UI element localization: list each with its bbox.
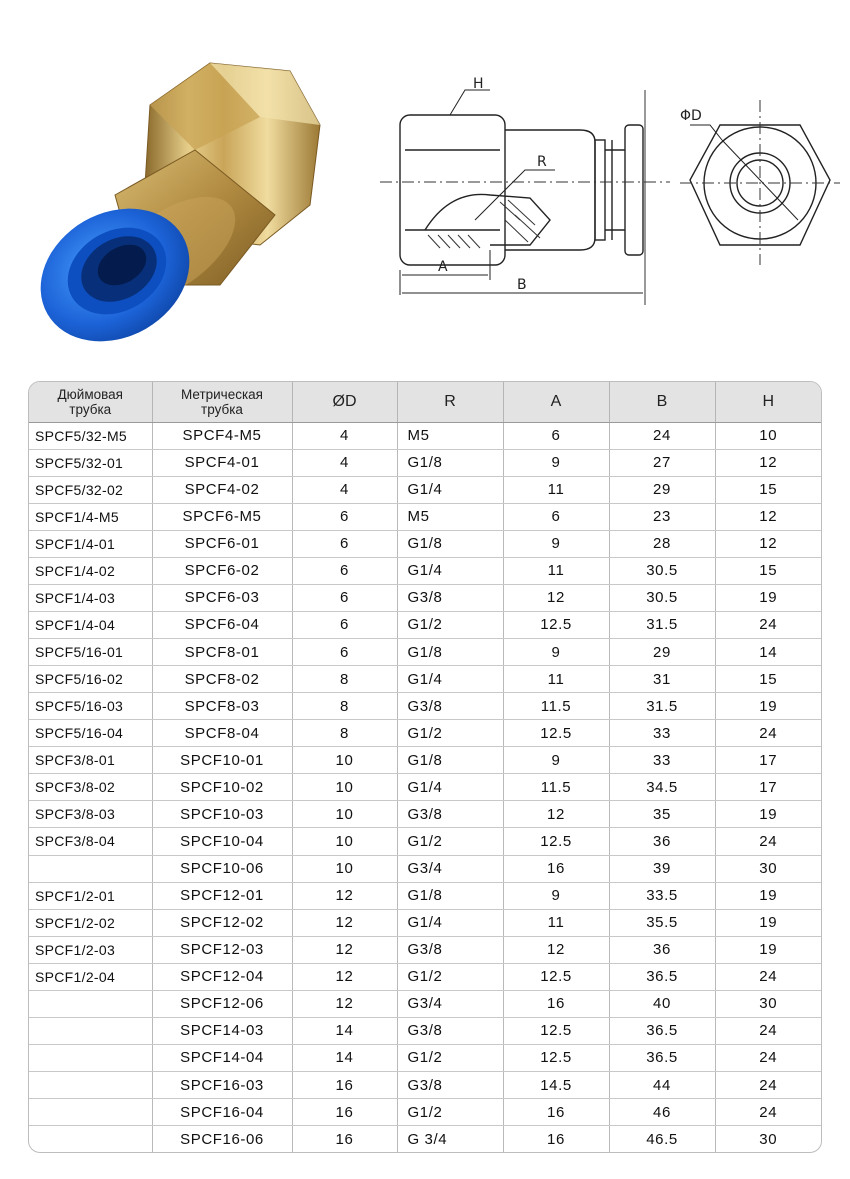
- cell-inch: SPCF1/4-M5: [29, 503, 152, 530]
- cell-h: 30: [715, 990, 821, 1017]
- cell-a: 11: [503, 666, 609, 693]
- cell-inch: SPCF1/4-04: [29, 611, 152, 638]
- cell-r: G1/2: [397, 963, 503, 990]
- cell-inch: [29, 1044, 152, 1071]
- cell-b: 28: [609, 530, 715, 557]
- table-row: [29, 666, 821, 693]
- cell-inch: SPCF5/32-M5: [29, 422, 152, 449]
- end-view-drawing: [680, 95, 840, 265]
- cell-d: 10: [292, 801, 397, 828]
- cell-b: 39: [609, 855, 715, 882]
- cell-inch: SPCF5/32-01: [29, 449, 152, 476]
- cell-metric: SPCF8-04: [152, 720, 292, 747]
- cell-metric: SPCF12-04: [152, 963, 292, 990]
- cell-b: 34.5: [609, 774, 715, 801]
- cell-inch: SPCF5/16-04: [29, 720, 152, 747]
- header-h: H: [715, 382, 821, 422]
- cell-b: 33: [609, 747, 715, 774]
- header-b: B: [609, 382, 715, 422]
- cell-metric: SPCF16-04: [152, 1099, 292, 1126]
- cell-h: 24: [715, 1044, 821, 1071]
- r-label: R: [537, 154, 547, 170]
- cell-a: 11: [503, 557, 609, 584]
- cell-metric: SPCF10-04: [152, 828, 292, 855]
- cell-a: 16: [503, 990, 609, 1017]
- header-row: [29, 382, 821, 422]
- cell-b: 36.5: [609, 1044, 715, 1071]
- cell-inch: [29, 990, 152, 1017]
- cell-metric: SPCF14-04: [152, 1044, 292, 1071]
- cell-metric: SPCF6-M5: [152, 503, 292, 530]
- cell-d: 16: [292, 1126, 397, 1152]
- cell-a: 12.5: [503, 963, 609, 990]
- table-row: [29, 476, 821, 503]
- cell-inch: SPCF3/8-02: [29, 774, 152, 801]
- cell-inch: [29, 1099, 152, 1126]
- table-row: [29, 449, 821, 476]
- cell-h: 19: [715, 801, 821, 828]
- cell-metric: SPCF6-01: [152, 530, 292, 557]
- cell-r: G1/8: [397, 639, 503, 666]
- cell-metric: SPCF14-03: [152, 1017, 292, 1044]
- header-a: A: [503, 382, 609, 422]
- header-inch: [29, 382, 152, 422]
- cell-r: G1/8: [397, 747, 503, 774]
- table-row: [29, 530, 821, 557]
- fitting-photo: [20, 45, 350, 355]
- cell-a: 12.5: [503, 1017, 609, 1044]
- cell-a: 12: [503, 584, 609, 611]
- cell-r: G3/4: [397, 855, 503, 882]
- b-label: B: [517, 277, 527, 293]
- header-metric-line1: Метрическая: [180, 386, 263, 402]
- cell-b: 36: [609, 828, 715, 855]
- cell-a: 12: [503, 801, 609, 828]
- cell-d: 8: [292, 666, 397, 693]
- cell-r: G3/8: [397, 584, 503, 611]
- cell-metric: SPCF8-02: [152, 666, 292, 693]
- a-label: A: [438, 259, 448, 275]
- cell-metric: SPCF10-02: [152, 774, 292, 801]
- product-header: [0, 0, 850, 370]
- cell-inch: [29, 855, 152, 882]
- cell-d: 16: [292, 1072, 397, 1099]
- spec-table: [28, 381, 822, 1153]
- cell-inch: SPCF5/16-02: [29, 666, 152, 693]
- cell-d: 8: [292, 720, 397, 747]
- cell-h: 30: [715, 855, 821, 882]
- cell-a: 12.5: [503, 720, 609, 747]
- cell-r: G1/4: [397, 774, 503, 801]
- cell-d: 12: [292, 936, 397, 963]
- cell-h: 24: [715, 1099, 821, 1126]
- table-row: [29, 1099, 821, 1126]
- table-row: [29, 1126, 821, 1152]
- cell-r: G1/4: [397, 476, 503, 503]
- table-row: [29, 639, 821, 666]
- table-row: [29, 909, 821, 936]
- cell-r: G1/8: [397, 882, 503, 909]
- cell-inch: SPCF1/2-04: [29, 963, 152, 990]
- table-row: [29, 557, 821, 584]
- cell-h: 19: [715, 936, 821, 963]
- table-row: [29, 828, 821, 855]
- cell-h: 24: [715, 720, 821, 747]
- cell-h: 24: [715, 828, 821, 855]
- cell-a: 9: [503, 449, 609, 476]
- cell-r: G1/8: [397, 530, 503, 557]
- cell-b: 40: [609, 990, 715, 1017]
- cell-r: G3/8: [397, 1017, 503, 1044]
- cell-d: 12: [292, 963, 397, 990]
- cell-b: 36.5: [609, 1017, 715, 1044]
- cell-h: 15: [715, 476, 821, 503]
- cell-d: 16: [292, 1099, 397, 1126]
- cell-r: G1/2: [397, 828, 503, 855]
- cell-metric: SPCF10-06: [152, 855, 292, 882]
- cell-h: 10: [715, 422, 821, 449]
- cell-inch: SPCF5/16-01: [29, 639, 152, 666]
- cell-d: 12: [292, 990, 397, 1017]
- cell-r: G1/2: [397, 611, 503, 638]
- cell-h: 12: [715, 503, 821, 530]
- cell-r: G3/8: [397, 936, 503, 963]
- cell-d: 12: [292, 909, 397, 936]
- cell-b: 46: [609, 1099, 715, 1126]
- cell-r: G1/4: [397, 666, 503, 693]
- cell-d: 6: [292, 639, 397, 666]
- table-row: [29, 990, 821, 1017]
- cell-r: G1/2: [397, 1044, 503, 1071]
- table-row: [29, 747, 821, 774]
- cell-metric: SPCF8-03: [152, 693, 292, 720]
- table-row: [29, 1044, 821, 1071]
- cell-r: G1/8: [397, 449, 503, 476]
- cell-metric: SPCF4-M5: [152, 422, 292, 449]
- cell-b: 33: [609, 720, 715, 747]
- cell-inch: [29, 1017, 152, 1044]
- cell-inch: SPCF1/2-01: [29, 882, 152, 909]
- cell-inch: SPCF3/8-04: [29, 828, 152, 855]
- cell-a: 12.5: [503, 1044, 609, 1071]
- cell-a: 6: [503, 422, 609, 449]
- cell-d: 6: [292, 530, 397, 557]
- d-label: ΦD: [680, 108, 702, 124]
- cell-b: 36.5: [609, 963, 715, 990]
- cell-d: 4: [292, 422, 397, 449]
- cell-b: 27: [609, 449, 715, 476]
- cell-inch: SPCF1/4-02: [29, 557, 152, 584]
- table-row: [29, 936, 821, 963]
- cell-d: 6: [292, 584, 397, 611]
- cell-a: 9: [503, 530, 609, 557]
- cell-inch: SPCF1/2-02: [29, 909, 152, 936]
- table-row: [29, 720, 821, 747]
- cell-b: 44: [609, 1072, 715, 1099]
- cell-a: 16: [503, 855, 609, 882]
- cell-r: G 3/4: [397, 1126, 503, 1152]
- cell-inch: SPCF3/8-01: [29, 747, 152, 774]
- cell-r: G1/4: [397, 557, 503, 584]
- cell-inch: [29, 1072, 152, 1099]
- cell-a: 11.5: [503, 693, 609, 720]
- cell-d: 10: [292, 855, 397, 882]
- cell-a: 12.5: [503, 828, 609, 855]
- cell-h: 17: [715, 774, 821, 801]
- table-row: [29, 882, 821, 909]
- cell-metric: SPCF6-03: [152, 584, 292, 611]
- cell-h: 19: [715, 693, 821, 720]
- cell-b: 35: [609, 801, 715, 828]
- cell-metric: SPCF6-02: [152, 557, 292, 584]
- cell-r: M5: [397, 422, 503, 449]
- cell-r: G3/4: [397, 990, 503, 1017]
- cell-metric: SPCF10-01: [152, 747, 292, 774]
- cell-h: 19: [715, 882, 821, 909]
- table-row: [29, 584, 821, 611]
- table-row: [29, 1017, 821, 1044]
- cell-metric: SPCF12-02: [152, 909, 292, 936]
- cell-metric: SPCF12-03: [152, 936, 292, 963]
- cell-metric: SPCF12-01: [152, 882, 292, 909]
- header-inch-line1: Дюймовая: [57, 386, 123, 402]
- cell-r: G3/8: [397, 801, 503, 828]
- cell-h: 12: [715, 449, 821, 476]
- table-row: [29, 693, 821, 720]
- cell-h: 24: [715, 1017, 821, 1044]
- cell-h: 30: [759, 1130, 778, 1148]
- cell-d: 10: [292, 747, 397, 774]
- cell-a: 16: [503, 1099, 609, 1126]
- cell-b: 29: [609, 476, 715, 503]
- cell-a: 14.5: [503, 1072, 609, 1099]
- cell-inch: SPCF3/8-03: [29, 801, 152, 828]
- cell-b: 33.5: [609, 882, 715, 909]
- cell-r: G1/2: [397, 1099, 503, 1126]
- cell-r: G1/2: [397, 720, 503, 747]
- cell-d: 12: [292, 882, 397, 909]
- cell-b: 31.5: [609, 693, 715, 720]
- cell-b: 29: [609, 639, 715, 666]
- cell-inch: SPCF1/4-03: [29, 584, 152, 611]
- cell-a: 16: [503, 1126, 609, 1152]
- table-row: [29, 611, 821, 638]
- table-row: [29, 774, 821, 801]
- cell-h: 15: [715, 666, 821, 693]
- cell-metric: SPCF4-02: [152, 476, 292, 503]
- cell-metric: SPCF6-04: [152, 611, 292, 638]
- cell-a: 9: [503, 882, 609, 909]
- cell-r: G3/8: [397, 1072, 503, 1099]
- cell-r: M5: [397, 503, 503, 530]
- table-row: [29, 422, 821, 449]
- h-label: H: [473, 76, 484, 92]
- cell-inch: SPCF1/2-03: [29, 936, 152, 963]
- header-inch-line2: трубка: [69, 401, 112, 417]
- cell-d: 10: [292, 828, 397, 855]
- cell-h: 14: [715, 639, 821, 666]
- table-row: [29, 963, 821, 990]
- cell-h: 24: [715, 963, 821, 990]
- cell-d: 14: [292, 1044, 397, 1071]
- cell-a: 12.5: [503, 611, 609, 638]
- cell-inch: SPCF1/4-01: [29, 530, 152, 557]
- cell-r: G3/8: [397, 693, 503, 720]
- cell-metric: SPCF16-03: [152, 1072, 292, 1099]
- cell-h: 19: [715, 909, 821, 936]
- cell-d: 14: [292, 1017, 397, 1044]
- cell-d: 6: [292, 557, 397, 584]
- cell-d: 6: [292, 503, 397, 530]
- cell-b: 46.5: [609, 1126, 715, 1152]
- cell-a: 9: [503, 639, 609, 666]
- cell-a: 6: [503, 503, 609, 530]
- cell-d: 4: [292, 476, 397, 503]
- header-metric: [152, 382, 292, 422]
- cell-b: 30.5: [609, 584, 715, 611]
- header-metric-line2: трубка: [201, 401, 243, 417]
- cell-inch: [29, 1126, 152, 1152]
- cell-d: 10: [292, 774, 397, 801]
- header-r: R: [397, 382, 503, 422]
- cell-a: 11: [503, 909, 609, 936]
- cell-inch: SPCF5/16-03: [29, 693, 152, 720]
- cell-metric: SPCF4-01: [152, 449, 292, 476]
- cell-h: 24: [715, 1072, 821, 1099]
- cell-a: 9: [503, 747, 609, 774]
- cell-d: 4: [292, 449, 397, 476]
- cell-h: 24: [715, 611, 821, 638]
- table-row: [29, 1072, 821, 1099]
- cell-metric: SPCF8-01: [152, 639, 292, 666]
- header-d: ØD: [292, 382, 397, 422]
- cell-h: 15: [715, 557, 821, 584]
- cell-metric: SPCF10-03: [152, 801, 292, 828]
- table-row: [29, 503, 821, 530]
- cell-a: 11: [503, 476, 609, 503]
- cell-inch: SPCF5/32-02: [29, 476, 152, 503]
- cell-b: 30.5: [609, 557, 715, 584]
- cell-b: 31.5: [609, 611, 715, 638]
- table-row: [29, 855, 821, 882]
- cell-metric: SPCF12-06: [152, 990, 292, 1017]
- cell-metric: SPCF16-06: [152, 1126, 292, 1152]
- cell-h: 17: [715, 747, 821, 774]
- section-drawing: [380, 70, 670, 310]
- cell-b: 35.5: [609, 909, 715, 936]
- table-row: [29, 801, 821, 828]
- cell-h: 19: [715, 584, 821, 611]
- cell-d: 8: [292, 693, 397, 720]
- cell-b: 24: [609, 422, 715, 449]
- cell-a: 12: [503, 936, 609, 963]
- cell-a: 11.5: [503, 774, 609, 801]
- cell-b: 36: [609, 936, 715, 963]
- cell-b: 23: [609, 503, 715, 530]
- cell-b: 31: [609, 666, 715, 693]
- cell-r: G1/4: [397, 909, 503, 936]
- cell-d: 6: [292, 611, 397, 638]
- cell-h: 12: [715, 530, 821, 557]
